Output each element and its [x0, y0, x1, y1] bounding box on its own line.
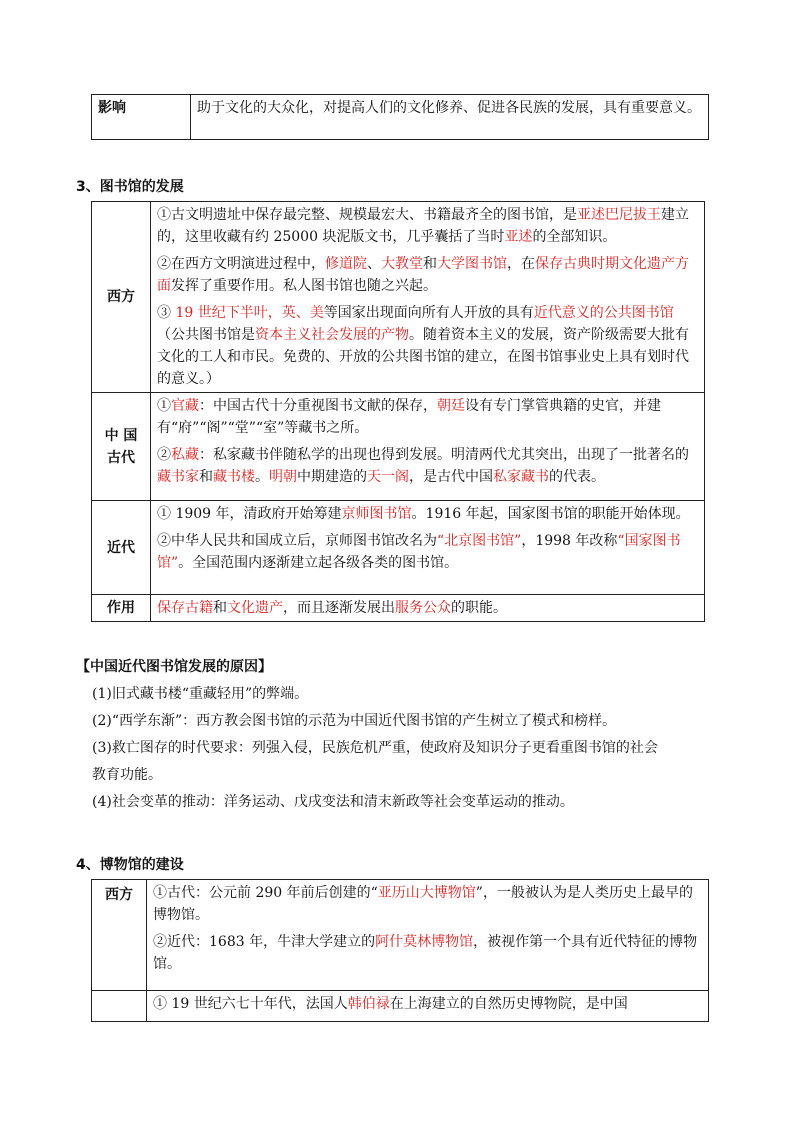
table-row [92, 202, 705, 393]
highlight-text: 大教堂 [381, 256, 423, 272]
row-label-modern: 近代 [92, 501, 151, 595]
modern-para-2: ②中华人民共和国成立后，京师图书馆改名为“北京图书馆”，1998 年改称“国家图书馆”。全国范围内逐渐建立起各级各类的图书馆。 [157, 533, 681, 571]
reason-item-3-cont: 教育功能。 [92, 767, 162, 783]
section-3-title: 3、图书馆的发展 [76, 179, 184, 195]
museum-china-para-1: ① 19 世纪六七十年代，法国人韩伯禄在上海建立的自然历史博物院，是中国 [153, 996, 628, 1012]
ancient-para-1: ①官藏：中国古代十分重视图书文献的保存，朝廷设有专门掌管典籍的史官，并建有“府”“阁”“堂”“室”等藏书之所。 [157, 398, 661, 436]
row-label-ancient-china [92, 393, 151, 501]
highlight-text: 保存古典时期文化遗产方面 [157, 256, 689, 294]
highlight-text: 明朝 [269, 469, 297, 485]
row-label-role: 作用 [92, 595, 151, 622]
highlight-text: 亚述 [504, 229, 533, 245]
highlight-text: 资本主义社会发展的产物 [255, 327, 409, 343]
highlight-text: 藏书楼 [213, 469, 255, 485]
highlight-text: 近代意义的公共图书馆 [533, 305, 674, 321]
label-line-2: 古代 [107, 449, 135, 466]
highlight-text: 京师图书馆 [341, 506, 412, 522]
table-row [92, 501, 705, 595]
table-row [92, 393, 705, 501]
label-line-1: 中 国 [104, 427, 138, 444]
impact-text: 助于文化的大众化，对提高人们的文化修养、促进各民族的发展，具有重要意义。 [191, 95, 709, 140]
museum-row-label-china [92, 991, 147, 1022]
reasons-title: 【中国近代图书馆发展的原因】 [76, 659, 272, 675]
impact-label: 影响 [92, 95, 191, 140]
highlight-text: “北京图书馆” [437, 533, 522, 549]
highlight-text: 官藏 [171, 398, 199, 414]
highlight-text: 服务公众 [395, 600, 451, 616]
table-row [92, 95, 709, 140]
modern-para-1: ① 1909 年，清政府开始筹建京师图书馆。1916 年起，国家图书馆的职能开始体现。 [157, 506, 690, 522]
ancient-para-2: ②私藏：私家藏书伴随私学的出现也得到发展。明清两代尤其突出，出现了一批著名的藏书家和藏书楼。明朝中期建造的天一阁，是古代中国私家藏书的代表。 [157, 447, 689, 485]
row-label-west: 西方 [92, 202, 151, 393]
museum-west-para-2: ②近代：1683 年，牛津大学建立的阿什莫林博物馆，被视作第一个具有近代特征的博物馆。 [153, 934, 698, 972]
library-table [91, 201, 705, 622]
reason-item-1: (1)旧式藏书楼“重藏轻用”的弊端。 [92, 686, 309, 702]
museum-table [91, 879, 709, 1022]
museum-row-label-west: 西方 [92, 880, 147, 991]
reason-item-4: (4)社会变革的推动：洋务运动、戊戌变法和清末新政等社会变革运动的推动。 [92, 794, 574, 810]
reason-item-3: (3)救亡图存的时代要求：列强入侵，民族危机严重，使政府及知识分子更看重图书馆的社会 [92, 740, 658, 756]
highlight-text: 19 世纪下半叶，英、美 [175, 305, 324, 321]
west-para-2: ②在西方文明演进过程中，修道院、大教堂和大学图书馆，在保存古典时期文化遗产方面发挥了重要作用。私人图书馆也随之兴起。 [157, 256, 689, 294]
highlight-text: 私家藏书 [493, 469, 549, 485]
highlight-text: 文化遗产 [227, 600, 283, 616]
role-para: 保存古籍和文化遗产，而且逐渐发展出服务公众的职能。 [157, 600, 507, 616]
highlight-text: 保存古籍 [157, 600, 213, 616]
impact-table [91, 94, 709, 140]
museum-west-para-1: ①古代：公元前 290 年前后创建的“亚历山大博物馆”，一般被认为是人类历史上最早的博物馆。 [153, 885, 693, 923]
table-row [92, 991, 709, 1022]
highlight-text: 朝廷 [437, 398, 465, 414]
west-para-3: ③ 19 世纪下半叶，英、美等国家出现面向所有人开放的具有近代意义的公共图书馆（公共图书馆是资本主义社会发展的产物。随着资本主义的发展，资产阶级需要大批有文化的工人和市民。免费的、开放的公共图书馆的建立，在图书馆事业史上具有划时代的意义。） [157, 305, 689, 387]
highlight-text: 私藏 [171, 447, 199, 463]
reason-item-2: (2)“西学东渐”：西方教会图书馆的示范为中国近代图书馆的产生树立了模式和榜样。 [92, 713, 617, 729]
highlight-text: 修道院 [325, 256, 367, 272]
highlight-text: “国家图书馆” [157, 533, 681, 571]
section-4-title: 4、博物馆的建设 [76, 857, 184, 873]
highlight-text: 大学图书馆 [437, 256, 507, 272]
west-para-1: ①古文明遗址中保存最完整、规模最宏大、书籍最齐全的图书馆，是亚述巴尼拔王建立的，这里收藏有约 25000 块泥版文书，几乎囊括了当时亚述的全部知识。 [157, 207, 689, 245]
highlight-text: 阿什莫林博物馆 [375, 934, 474, 950]
table-row [92, 880, 709, 991]
highlight-text: 藏书家 [157, 469, 199, 485]
highlight-text: 韩伯禄 [347, 996, 390, 1012]
highlight-text: 亚历山大博物馆 [377, 885, 476, 901]
table-row [92, 595, 705, 622]
highlight-text: 亚述巴尼拔王 [577, 207, 661, 223]
highlight-text: 天一阁 [367, 469, 409, 485]
